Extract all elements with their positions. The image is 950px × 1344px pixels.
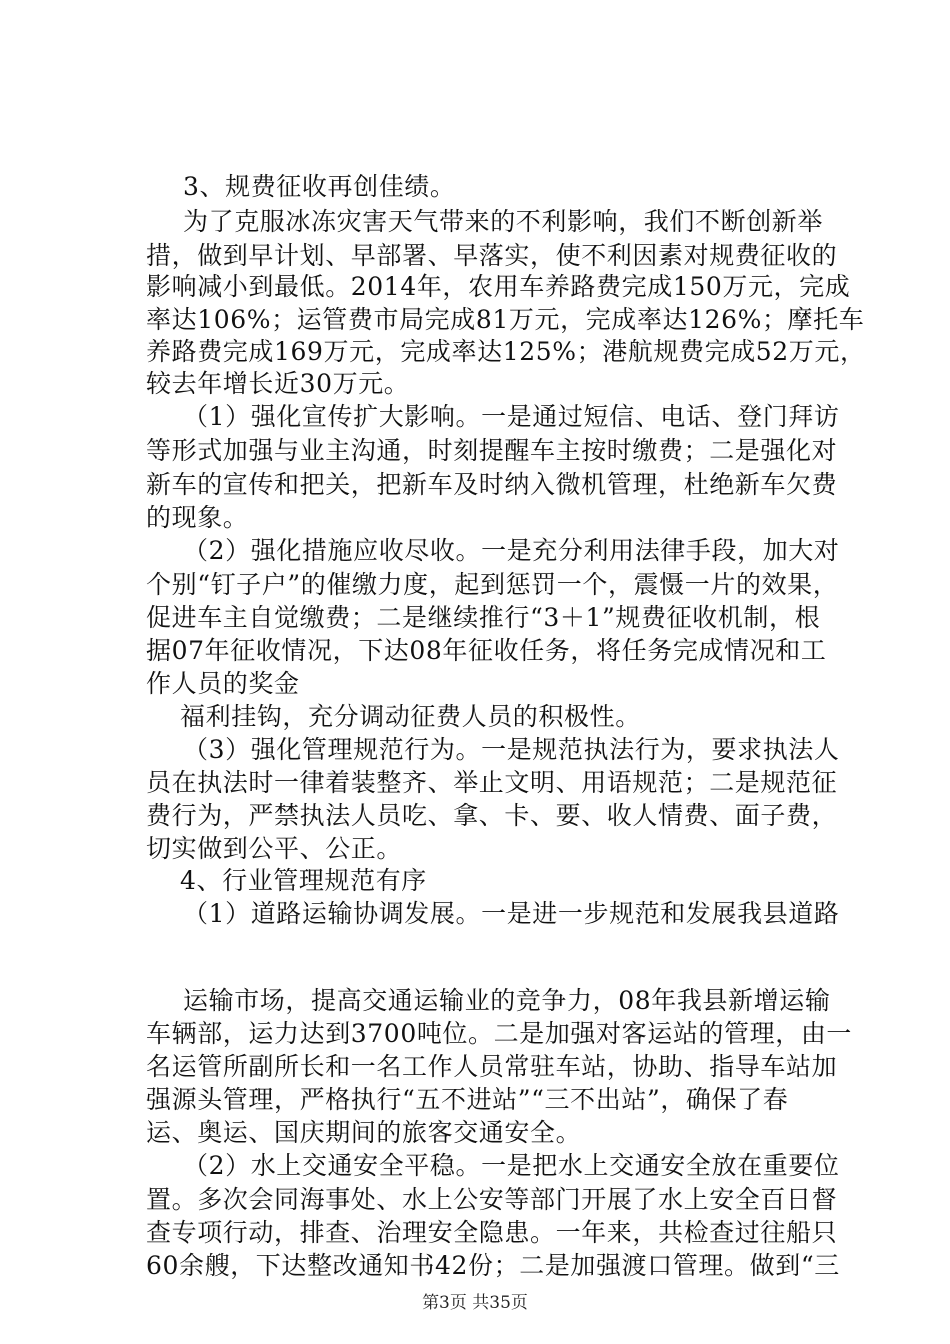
text-line: 车辆部，运力达到3700吨位。二是加强对客运站的管理，由一 <box>146 1019 853 1048</box>
text-line: 等形式加强与业主沟通，时刻提醒车主按时缴费；二是强化对 <box>146 436 838 465</box>
text-line: （3）强化管理规范行为。一是规范执法行为，要求执法人 <box>183 735 840 764</box>
text-line: 养路费完成169万元，完成率达125%；港航规费完成52万元， <box>146 337 866 366</box>
text-line: 名运管所副所长和一名工作人员常驻车站，协助、指导车站加 <box>146 1052 838 1081</box>
text-line: 促进车主自觉缴费；二是继续推行“3＋1”规费征收机制，根 <box>146 603 821 632</box>
text-line: 作人员的奖金 <box>146 669 300 698</box>
text-line: 影响减小到最低。2014年，农用车养路费完成150万元，完成 <box>146 272 851 301</box>
text-line: 率达106%；运管费市局完成81万元，完成率达126%；摩托车 <box>146 305 865 334</box>
text-line: 为了克服冰冻灾害天气带来的不利影响，我们不断创新举 <box>183 207 824 236</box>
text-line: （2）水上交通安全平稳。一是把水上交通安全放在重要位 <box>183 1151 840 1180</box>
text-line: 切实做到公平、公正。 <box>146 834 403 863</box>
text-line: 费行为，严禁执法人员吃、拿、卡、要、收人情费、面子费， <box>146 801 838 830</box>
text-line: （2）强化措施应收尽收。一是充分利用法律手段，加大对 <box>183 536 840 565</box>
text-line: 新车的宣传和把关，把新车及时纳入微机管理，杜绝新车欠费 <box>146 470 838 499</box>
text-line: 措，做到早计划、早部署、早落实，使不利因素对规费征收的 <box>146 241 838 270</box>
text-line: 查专项行动，排查、治理安全隐患。一年来，共检查过往船只 <box>146 1218 838 1247</box>
text-line: 较去年增长近30万元。 <box>146 369 410 398</box>
text-line: 据07年征收情况，下达08年征收任务，将任务完成情况和工 <box>146 636 827 665</box>
section-heading: 4、行业管理规范有序 <box>180 866 427 895</box>
text-line: 福利挂钩，充分调动征费人员的积极性。 <box>180 702 641 731</box>
section-heading: 3、规费征收再创佳绩。 <box>183 172 456 201</box>
text-line: 的现象。 <box>146 503 249 532</box>
text-line: 强源头管理，严格执行“五不进站”“三不出站”，确保了春 <box>146 1085 789 1114</box>
page-number-footer: 第3页 共35页 <box>422 1293 528 1313</box>
text-line: （1）强化宣传扩大影响。一是通过短信、电话、登门拜访 <box>183 402 840 431</box>
text-line: 60余艘，下达整改通知书42份；二是加强渡口管理。做到“三 <box>146 1251 840 1280</box>
text-line: 个别“钉子户”的催缴力度，起到惩罚一个，震慑一片的效果， <box>146 570 839 599</box>
text-line: （1）道路运输协调发展。一是进一步规范和发展我县道路 <box>183 899 840 928</box>
text-line: 员在执法时一律着装整齐、举止文明、用语规范；二是规范征 <box>146 768 838 797</box>
text-line: 运、奥运、国庆期间的旅客交通安全。 <box>146 1118 582 1147</box>
text-line: 置。多次会同海事处、水上公安等部门开展了水上安全百日督 <box>146 1185 838 1214</box>
text-line: 运输市场，提高交通运输业的竞争力，08年我县新增运输 <box>183 986 831 1015</box>
